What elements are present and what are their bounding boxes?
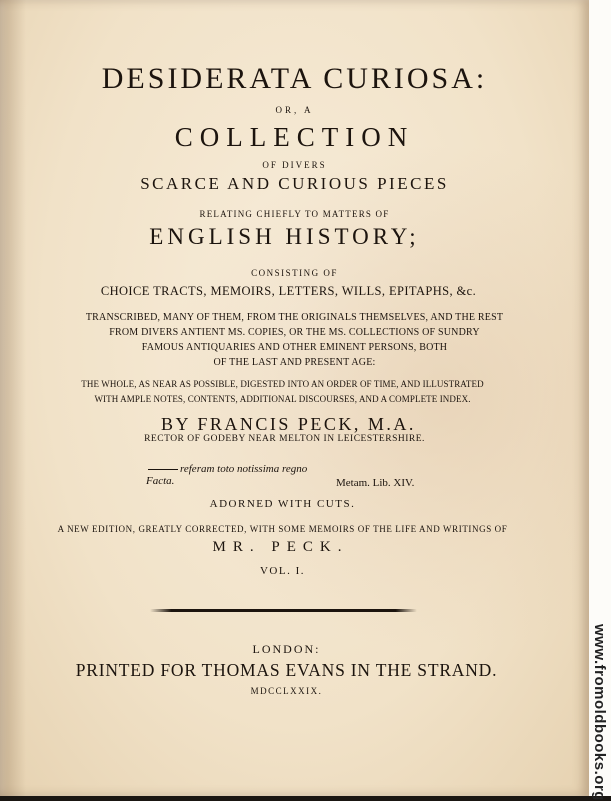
rector-line: RECTOR OF GODEBY NEAR MELTON IN LEICESTERSHIRE.: [144, 434, 425, 444]
year-line: MDCCLXXIX.: [250, 686, 323, 696]
whole-paragraph: [0, 377, 577, 407]
site-watermark: www.fromoldbooks.org: [591, 624, 608, 801]
printer-line: PRINTED FOR THOMAS EVANS IN THE STRAND.: [75, 660, 498, 680]
transcribed-line: TRANSCRIBED, MANY OF THEM, FROM THE ORIGINALS THEMSELVES, AND THE REST: [85, 312, 504, 323]
volume-line: VOL. I.: [259, 565, 306, 577]
quote-attribution-left: Facta.: [146, 475, 175, 487]
transcribed-line: FAMOUS ANTIQUARIES AND OTHER EMINENT PERSONS, BOTH: [141, 342, 448, 353]
latin-quote: [148, 463, 307, 475]
scarce-curious-pieces: SCARCE AND CURIOUS PIECES: [140, 174, 449, 193]
author-line: BY FRANCIS PECK, M.A.: [161, 414, 416, 434]
london-line: LONDON:: [252, 642, 321, 656]
relating-line: RELATING CHIEFLY TO MATTERS OF: [199, 209, 390, 219]
mr-peck-line: MR. PECK.: [212, 539, 349, 555]
transcribed-line: OF THE LAST AND PRESENT AGE:: [213, 357, 376, 368]
transcribed-paragraph: [0, 310, 589, 370]
consisting-of-line: CONSISTING OF: [251, 268, 338, 278]
whole-line: WITH AMPLE NOTES, CONTENTS, ADDITIONAL DISCOURSES, AND A COMPLETE INDEX.: [94, 394, 471, 404]
quote-text: referam toto notissima regno: [180, 463, 308, 475]
quote-attribution-right: Metam. Lib. XIV.: [336, 477, 415, 489]
whole-line: THE WHOLE, AS NEAR AS POSSIBLE, DIGESTED INTO AN ORDER OF TIME, AND ILLUSTRATED: [81, 379, 484, 389]
adorned-line: ADORNED WITH CUTS.: [209, 498, 356, 510]
english-history-heading: ENGLISH HISTORY;: [149, 224, 420, 249]
transcribed-line: FROM DIVERS ANTIENT MS. COPIES, OR THE MS. COLLECTIONS OF SUNDRY: [109, 327, 480, 338]
new-edition-line: A NEW EDITION, GREATLY CORRECTED, WITH SOME MEMOIRS OF THE LIFE AND WRITINGS OF: [57, 524, 508, 534]
collection-heading: COLLECTION: [174, 122, 415, 152]
or-a-line: OR, A: [275, 105, 314, 115]
choice-tracts-line: CHOICE TRACTS, MEMOIRS, LETTERS, WILLS, EPITAPHS, &c.: [100, 284, 477, 298]
main-title: DESIDERATA CURIOSA:: [101, 62, 488, 95]
divider-rule: [150, 609, 417, 612]
of-divers-line: OF DIVERS: [262, 160, 327, 170]
quote-dash: [148, 469, 178, 470]
